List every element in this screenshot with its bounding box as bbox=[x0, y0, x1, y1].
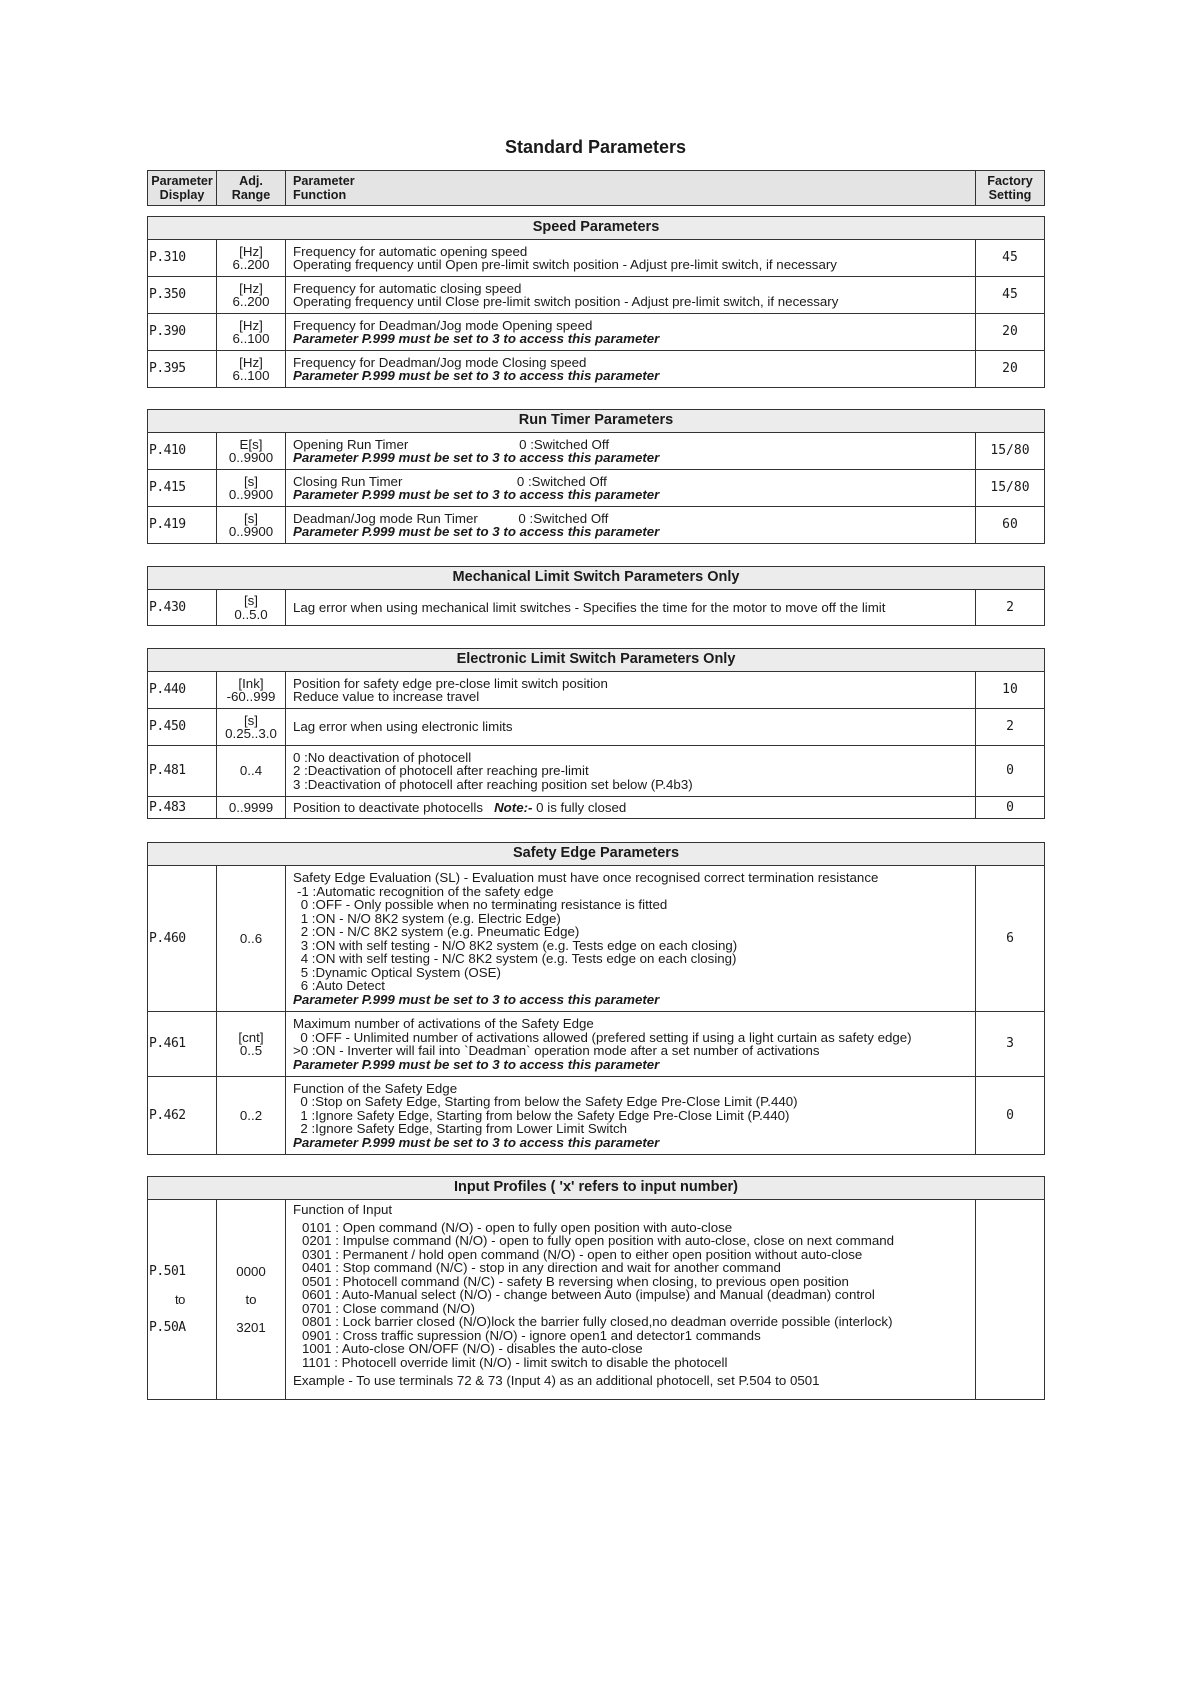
factory-setting: 0 bbox=[975, 797, 1044, 819]
access-note: Parameter P.999 must be set to 3 to access this parameter bbox=[293, 368, 660, 383]
note-label: Note:- bbox=[494, 799, 533, 815]
factory-setting: 0 bbox=[975, 746, 1044, 797]
example-text: Example - To use terminals 72 & 73 (Input 4) as an additional photocell, set P.504 to 0501 bbox=[293, 1373, 820, 1388]
param-range: 0..2 bbox=[217, 1077, 286, 1155]
section-title: Run Timer Parameters bbox=[148, 410, 1045, 433]
param-function: Frequency for automatic opening speed Operating frequency until Open pre-limit switch position - Adjust pre-limit switch, if necessary bbox=[286, 240, 976, 277]
table-row bbox=[148, 746, 1045, 797]
factory-setting: 45 bbox=[975, 277, 1044, 314]
param-function: Safety Edge Evaluation (SL) - Evaluation must have once recognised correct termination resistance -1 :Automatic recognition of the safety edge 0 :OFF - Only possible when no terminating resistance is fitted 1 :ON - N/O 8K2 system (e.g. Electric Edge) 2 :ON - N/C 8K2 system (e.g. Pneumatic Edge) 3 :ON with self testing - N/O 8K2 system (e.g. Tests edge on each closing) 4 :ON with self testing - N/C 8K2 system (e.g. Tests edge on each closing) 5 :Dynamic Optical System (OSE) 6 :Auto Detect Parameter P.999 must be set to 3 to access this parameter bbox=[286, 866, 976, 1012]
param-range: E[s] 0..9900 bbox=[217, 433, 286, 470]
table-row bbox=[148, 240, 1045, 277]
param-range: [Hz] 6..100 bbox=[217, 314, 286, 351]
param-function: Opening Run Timer 0 :Switched Off Parameter P.999 must be set to 3 to access this parameter bbox=[286, 433, 976, 470]
col-header-range: Adj. Range bbox=[217, 171, 286, 206]
access-note: Parameter P.999 must be set to 3 to access this parameter bbox=[293, 450, 660, 465]
param-range: [cnt] 0..5 bbox=[217, 1012, 286, 1077]
param-display: P.483 bbox=[148, 797, 217, 819]
param-display: P.415 bbox=[148, 470, 217, 507]
param-range: 0..6 bbox=[217, 866, 286, 1012]
param-display: P.460 bbox=[148, 866, 217, 1012]
col-header-display: Parameter Display bbox=[148, 171, 217, 206]
table-row bbox=[148, 507, 1045, 544]
factory-setting: 2 bbox=[975, 590, 1044, 626]
param-display: P.350 bbox=[148, 277, 217, 314]
table-row bbox=[148, 277, 1045, 314]
factory-setting: 15/80 bbox=[975, 470, 1044, 507]
table-row bbox=[148, 797, 1045, 819]
param-display: P.390 bbox=[148, 314, 217, 351]
param-function: Lag error when using mechanical limit switches - Specifies the time for the motor to move off the limit bbox=[286, 590, 976, 626]
param-display: P.410 bbox=[148, 433, 217, 470]
factory-setting: 20 bbox=[975, 351, 1044, 388]
factory-setting: 2 bbox=[975, 709, 1044, 746]
param-range: [Hz] 6..200 bbox=[217, 277, 286, 314]
param-display: P.461 bbox=[148, 1012, 217, 1077]
section-title: Electronic Limit Switch Parameters Only bbox=[148, 649, 1045, 672]
param-function: Frequency for Deadman/Jog mode Opening speed Parameter P.999 must be set to 3 to access this parameter bbox=[286, 314, 976, 351]
access-note: Parameter P.999 must be set to 3 to access this parameter bbox=[293, 487, 660, 502]
access-note: Parameter P.999 must be set to 3 to access this parameter bbox=[293, 331, 660, 346]
param-function: Deadman/Jog mode Run Timer 0 :Switched Off Parameter P.999 must be set to 3 to access this parameter bbox=[286, 507, 976, 544]
col-header-factory: Factory Setting bbox=[976, 171, 1045, 206]
section-title: Input Profiles ( 'x' refers to input number) bbox=[148, 1177, 1045, 1200]
param-display: P.501 to P.50A bbox=[148, 1200, 217, 1400]
param-range: [s] 0.25..3.0 bbox=[217, 709, 286, 746]
param-function: Frequency for Deadman/Jog mode Closing speed Parameter P.999 must be set to 3 to access this parameter bbox=[286, 351, 976, 388]
param-range: [Ink] -60..999 bbox=[217, 672, 286, 709]
factory-setting: 60 bbox=[975, 507, 1044, 544]
param-range: [s] 0..9900 bbox=[217, 507, 286, 544]
param-range: [s] 0..9900 bbox=[217, 470, 286, 507]
access-note: Parameter P.999 must be set to 3 to access this parameter bbox=[293, 1134, 660, 1150]
table-row bbox=[148, 866, 1045, 1012]
section-title: Speed Parameters bbox=[148, 217, 1045, 240]
param-function: Position for safety edge pre-close limit switch position Reduce value to increase travel bbox=[286, 672, 976, 709]
param-function: Maximum number of activations of the Safety Edge 0 :OFF - Unlimited number of activations allowed (prefered setting if using a light curtain as safety edge) >0 :ON - Inverter will fail into `Deadman` operation mode after a set number of activations Parameter P.999 must be set to 3 to access this parameter bbox=[286, 1012, 976, 1077]
table-row bbox=[148, 351, 1045, 388]
mechanical-limit-table bbox=[147, 566, 1045, 626]
param-display: P.310 bbox=[148, 240, 217, 277]
param-function: Lag error when using electronic limits bbox=[286, 709, 976, 746]
param-function: Function of the Safety Edge 0 :Stop on Safety Edge, Starting from below the Safety Edge Pre-Close Limit (P.440) 1 :Ignore Safety Edge, Starting from below the Safety Edge Pre-Close Limit (P.440) 2 :Ignore Safety Edge, Starting from Lower Limit Switch Parameter P.999 must be set to 3 to access this parameter bbox=[286, 1077, 976, 1155]
table-row bbox=[148, 470, 1045, 507]
param-function: 0 :No deactivation of photocell 2 :Deactivation of photocell after reaching pre-limit 3 :Deactivation of photocell after reaching position set below (P.4b3) bbox=[286, 746, 976, 797]
param-function: Position to deactivate photocells Note:- 0 is fully closed bbox=[286, 797, 976, 819]
param-range: 0..9999 bbox=[217, 797, 286, 819]
input-profiles-table bbox=[147, 1176, 1045, 1400]
safety-edge-table bbox=[147, 842, 1045, 1155]
table-row bbox=[148, 1077, 1045, 1155]
param-function: Frequency for automatic closing speed Operating frequency until Close pre-limit switch position - Adjust pre-limit switch, if necessary bbox=[286, 277, 976, 314]
access-note: Parameter P.999 must be set to 3 to access this parameter bbox=[293, 991, 660, 1007]
run-timer-parameters-table bbox=[147, 409, 1045, 544]
factory-setting: 20 bbox=[975, 314, 1044, 351]
table-row bbox=[148, 590, 1045, 626]
access-note: Parameter P.999 must be set to 3 to access this parameter bbox=[293, 524, 660, 539]
param-range: 0000 to 3201 bbox=[217, 1200, 286, 1400]
section-title: Safety Edge Parameters bbox=[148, 843, 1045, 866]
factory-setting: 3 bbox=[975, 1012, 1044, 1077]
factory-setting: 0 bbox=[975, 1077, 1044, 1155]
section-title: Mechanical Limit Switch Parameters Only bbox=[148, 567, 1045, 590]
factory-setting: 45 bbox=[975, 240, 1044, 277]
factory-setting: 15/80 bbox=[975, 433, 1044, 470]
param-function: Function of Input 0101 : Open command (N/O) - open to fully open position with auto-close 0201 : Impulse command (N/O) - open to fully open position with auto-close, close on next command 0301 : Permanent / hold open command (N/O) - open to either open position without auto-close 0401 : Stop command (N/C) - stop in any direction and wait for another command 0501 : Photocell command (N/C) - safety B reversing when closing, to previous open position 0601 : Auto-Manual select (N/O) - change between Auto (impulse) and Manual (deadman) control 0701 : Close command (N/O) 0801 : Lock barrier closed (N/O)lock the barrier fully closed,no deadman override possible (interlock) 0901 : Cross traffic supression (N/O) - ignore open1 and detector1 commands 1001 : Auto-close ON/OFF (N/O) - disables the auto-close 1101 : Photocell override limit (N/O) - limit switch to disable the photocell Example - To use terminals 72 & 73 (Input 4) as an additional photocell, set P.504 to 0501 bbox=[286, 1200, 976, 1400]
table-row bbox=[148, 672, 1045, 709]
factory-setting: 6 bbox=[975, 866, 1044, 1012]
param-range: [Hz] 6..100 bbox=[217, 351, 286, 388]
table-row bbox=[148, 709, 1045, 746]
table-row bbox=[148, 314, 1045, 351]
access-note: Parameter P.999 must be set to 3 to access this parameter bbox=[293, 1056, 660, 1072]
param-range: [s] 0..5.0 bbox=[217, 590, 286, 626]
param-function: Closing Run Timer 0 :Switched Off Parameter P.999 must be set to 3 to access this parameter bbox=[286, 470, 976, 507]
table-row bbox=[148, 1200, 1045, 1400]
speed-parameters-table bbox=[147, 216, 1045, 388]
table-row bbox=[148, 1012, 1045, 1077]
param-display: P.430 bbox=[148, 590, 217, 626]
param-display: P.462 bbox=[148, 1077, 217, 1155]
factory-setting bbox=[975, 1200, 1044, 1400]
param-range: 0..4 bbox=[217, 746, 286, 797]
electronic-limit-table bbox=[147, 648, 1045, 819]
page-title: Standard Parameters bbox=[504, 137, 687, 157]
param-display: P.450 bbox=[148, 709, 217, 746]
factory-setting: 10 bbox=[975, 672, 1044, 709]
param-range: [Hz] 6..200 bbox=[217, 240, 286, 277]
param-display: P.440 bbox=[148, 672, 217, 709]
param-display: P.395 bbox=[148, 351, 217, 388]
header-table bbox=[147, 170, 1045, 206]
param-display: P.419 bbox=[148, 507, 217, 544]
col-header-function: Parameter Function bbox=[286, 171, 976, 206]
param-display: P.481 bbox=[148, 746, 217, 797]
table-row bbox=[148, 433, 1045, 470]
